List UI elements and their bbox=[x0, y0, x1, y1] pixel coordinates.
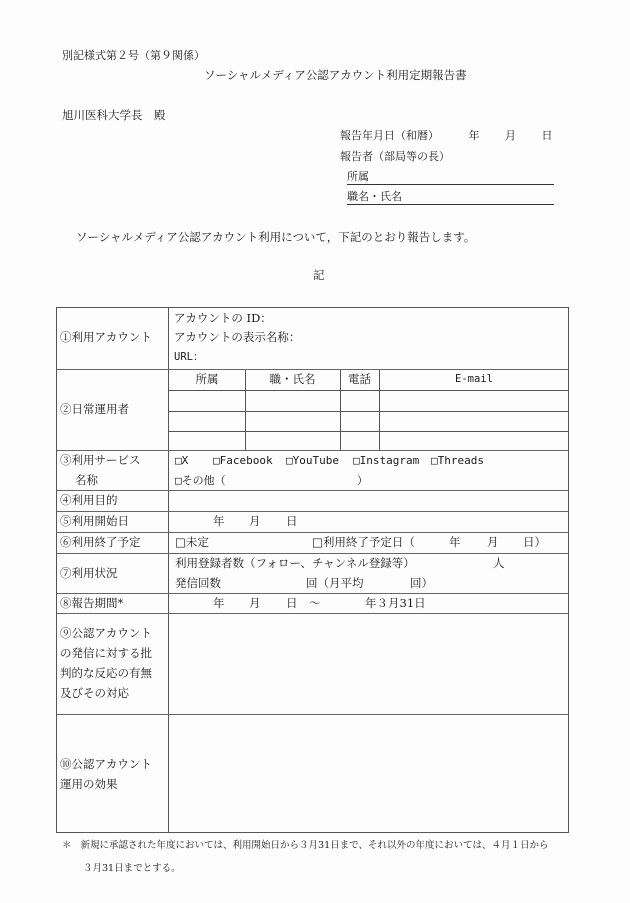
report-table bbox=[56, 307, 569, 833]
col-header-phone: 電話 bbox=[348, 372, 371, 386]
checkbox-threads[interactable]: □Threads bbox=[431, 454, 484, 467]
row-daily-operators bbox=[57, 369, 568, 451]
col-header-affiliation: 所属 bbox=[195, 372, 219, 386]
operator-row-1[interactable] bbox=[169, 391, 568, 411]
position-name-field[interactable] bbox=[347, 190, 554, 205]
col-header-email: E-mail bbox=[455, 373, 493, 385]
affiliation-label: 所属 bbox=[347, 170, 369, 183]
checkbox-instagram[interactable]: □Instagram bbox=[353, 454, 420, 467]
checkbox-undecided[interactable]: □未定 bbox=[175, 535, 209, 549]
account-field[interactable] bbox=[169, 308, 568, 369]
report-date bbox=[340, 130, 553, 141]
report-year-label: 年 bbox=[468, 129, 480, 142]
row-label: ⑦利用状況 bbox=[57, 554, 169, 594]
reporter-label: 報告者（部局等の長） bbox=[340, 150, 450, 163]
row-critical-reactions bbox=[57, 613, 568, 715]
usage-status-field[interactable]: 利用登録者数（フォロー、チャンネル登録等） 人 発信回数 回（月平均 回） bbox=[175, 556, 505, 590]
row-end-plan bbox=[57, 532, 568, 554]
account-display-name-label: アカウントの表示名称： bbox=[174, 330, 301, 344]
checkbox-facebook[interactable]: □Facebook bbox=[213, 454, 273, 467]
registrants-label: 利用登録者数（フォロー、チャンネル登録等） bbox=[175, 556, 415, 570]
operators-subtable bbox=[169, 370, 568, 451]
account-url-label: URL： bbox=[174, 351, 204, 363]
row-label: ⑩公認アカウント 運用の効果 bbox=[57, 715, 169, 833]
operation-effects-field[interactable] bbox=[169, 715, 568, 833]
posts-label: 発信回数 bbox=[175, 576, 221, 590]
operator-row-2[interactable] bbox=[169, 412, 568, 431]
row-start-date bbox=[57, 511, 568, 533]
row-account bbox=[57, 308, 568, 369]
col-header-position-name: 職・氏名 bbox=[269, 372, 316, 386]
row-purpose bbox=[57, 490, 568, 512]
row-label: ⑤利用開始日 bbox=[57, 512, 169, 533]
purpose-field[interactable] bbox=[169, 491, 568, 512]
intro-text: ソーシャルメディア公認アカウント利用について，下記のとおり報告します。 bbox=[76, 230, 476, 244]
addressee: 旭川医科大学長 殿 bbox=[62, 108, 166, 122]
account-id-label: アカウントの ID： bbox=[174, 311, 272, 325]
page-title: ソーシャルメディア公認アカウント利用定期報告書 bbox=[204, 68, 467, 82]
report-day-label: 日 bbox=[541, 129, 553, 142]
footnote-line1: 新規に承認された年度においては、利用開始日から３月31日まで、それ以外の年度においては、４月１日から bbox=[80, 840, 549, 851]
row-label: ⑥利用終了予定 bbox=[57, 533, 169, 554]
row-label: ④利用目的 bbox=[57, 491, 169, 512]
row-operation-effects bbox=[57, 714, 568, 833]
row-label: ⑨公認アカウント の発信に対する批 判的な反応の有無 及びその対応 bbox=[57, 614, 169, 715]
row-services bbox=[57, 450, 568, 491]
start-date-field[interactable]: 年 月 日 bbox=[213, 514, 298, 528]
critical-reactions-field[interactable] bbox=[169, 614, 568, 715]
row-usage-status bbox=[57, 553, 568, 594]
ki-heading: 記 bbox=[313, 268, 325, 282]
checkbox-youtube[interactable]: □YouTube bbox=[286, 454, 339, 467]
form-id: 別記様式第２号（第９関係） bbox=[62, 49, 205, 62]
report-period-field[interactable]: 年 月 日 ～ 年３月31日 bbox=[213, 596, 426, 610]
footnote-mark: ＊ bbox=[62, 840, 72, 851]
row-report-period bbox=[57, 593, 568, 614]
operator-row-3[interactable] bbox=[169, 432, 568, 451]
row-label: ②日常運用者 bbox=[57, 370, 169, 451]
position-name-label: 職名・氏名 bbox=[347, 190, 402, 203]
row-label: ③利用サービス 名称 bbox=[57, 451, 169, 491]
checkbox-x[interactable]: □X bbox=[175, 454, 189, 467]
affiliation-field[interactable] bbox=[347, 170, 554, 185]
report-month-label: 月 bbox=[505, 129, 516, 142]
other-close-paren: ） bbox=[357, 474, 368, 487]
footnote bbox=[62, 841, 548, 851]
checkbox-other[interactable]: □その他（ bbox=[175, 474, 226, 487]
row-label: ①利用アカウント bbox=[57, 308, 169, 369]
services-field bbox=[169, 451, 568, 491]
footnote-line2: ３月31日までとする。 bbox=[83, 863, 181, 874]
row-label: ⑧報告期間* bbox=[57, 594, 169, 614]
report-date-label: 報告年月日（和暦） bbox=[340, 129, 439, 142]
checkbox-end-date[interactable]: □利用終了予定日（ bbox=[312, 535, 415, 549]
end-plan-field: □未定 □利用終了予定日（ 年 月 日） bbox=[175, 535, 546, 549]
